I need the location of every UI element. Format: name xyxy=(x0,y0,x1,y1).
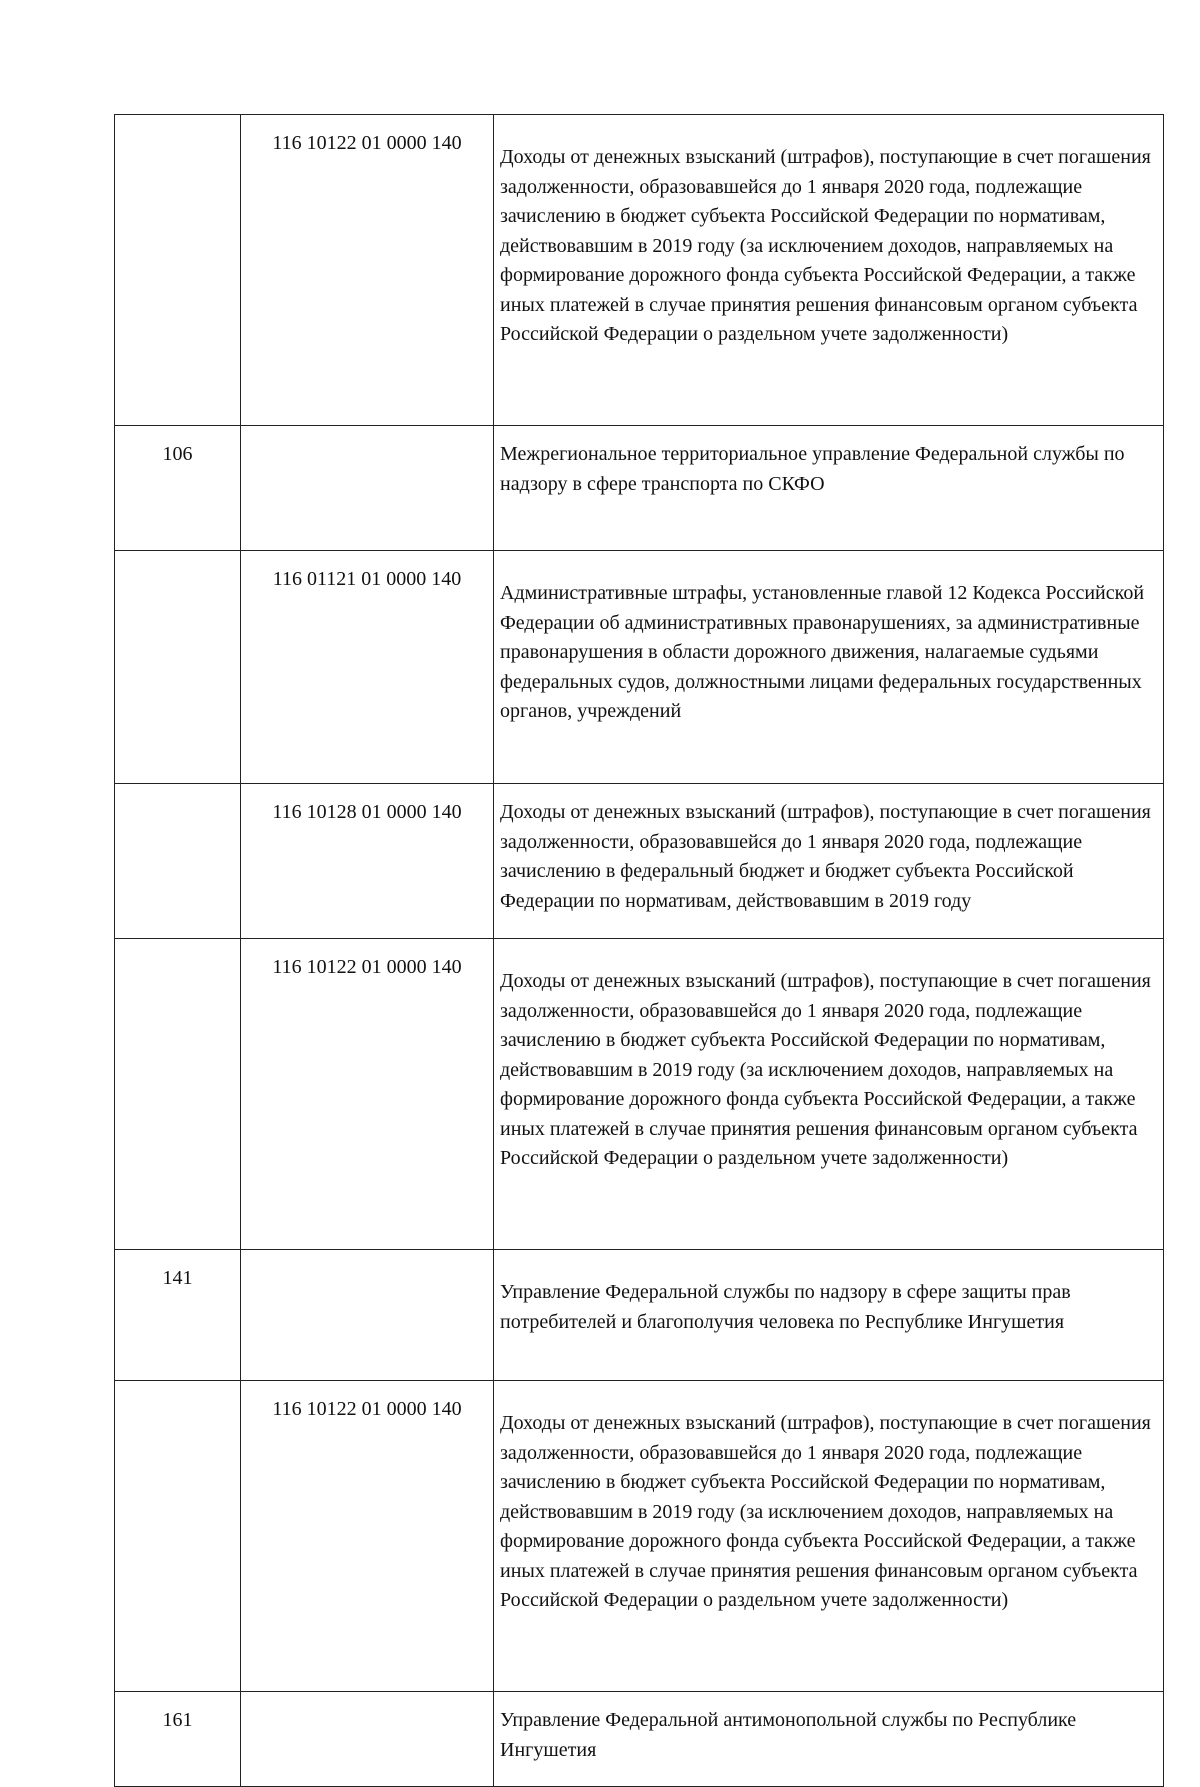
income-code-cell xyxy=(241,1692,494,1787)
table-row xyxy=(115,939,1164,1250)
admin-code-cell xyxy=(115,939,241,1250)
admin-code-cell xyxy=(115,115,241,426)
admin-code-cell xyxy=(115,1381,241,1692)
table-row xyxy=(115,1692,1164,1787)
income-name-cell: Доходы от денежных взысканий (штрафов), поступающие в счет погашения задолженности, образовавшейся до 1 января 2020 года, подлежащие зачислению в бюджет субъекта Российской Федерации по нормативам, действовавшим в 2019 году (за исключением доходов, направляемых на формирование дорожного фонда субъекта Российской Федерации, а также иных платежей в случае принятия решения финансовым органом субъекта Российской Федерации о раздельном учете задолженности) xyxy=(494,1381,1164,1692)
income-code-cell: 116 10122 01 0000 140 xyxy=(241,939,494,1250)
table-row xyxy=(115,1381,1164,1692)
table-row xyxy=(115,115,1164,426)
income-code-cell: 116 10122 01 0000 140 xyxy=(241,1381,494,1692)
admin-code-cell: 161 xyxy=(115,1692,241,1787)
admin-code-cell xyxy=(115,784,241,939)
administrator-name-cell: Управление Федеральной антимонопольной службы по Республике Ингушетия xyxy=(494,1692,1164,1787)
administrator-name-cell: Межрегиональное территориальное управление Федеральной службы по надзору в сфере транспорта по СКФО xyxy=(494,426,1164,551)
table-row xyxy=(115,426,1164,551)
admin-code-cell: 106 xyxy=(115,426,241,551)
income-code-cell xyxy=(241,426,494,551)
administrator-name-cell: Управление Федеральной службы по надзору в сфере защиты прав потребителей и благополучия человека по Республике Ингушетия xyxy=(494,1250,1164,1381)
income-name-cell: Доходы от денежных взысканий (штрафов), поступающие в счет погашения задолженности, образовавшейся до 1 января 2020 года, подлежащие зачислению в бюджет субъекта Российской Федерации по нормативам, действовавшим в 2019 году (за исключением доходов, направляемых на формирование дорожного фонда субъекта Российской Федерации, а также иных платежей в случае принятия решения финансовым органом субъекта Российской Федерации о раздельном учете задолженности) xyxy=(494,939,1164,1250)
income-code-cell: 116 10122 01 0000 140 xyxy=(241,115,494,426)
income-name-cell: Доходы от денежных взысканий (штрафов), поступающие в счет погашения задолженности, образовавшейся до 1 января 2020 года, подлежащие зачислению в бюджет субъекта Российской Федерации по нормативам, действовавшим в 2019 году (за исключением доходов, направляемых на формирование дорожного фонда субъекта Российской Федерации, а также иных платежей в случае принятия решения финансовым органом субъекта Российской Федерации о раздельном учете задолженности) xyxy=(494,115,1164,426)
income-name-cell: Доходы от денежных взысканий (штрафов), поступающие в счет погашения задолженности, образовавшейся до 1 января 2020 года, подлежащие зачислению в федеральный бюджет и бюджет субъекта Российской Федерации по нормативам, действовавшим в 2019 году xyxy=(494,784,1164,939)
table-row xyxy=(115,551,1164,784)
income-code-cell: 116 10128 01 0000 140 xyxy=(241,784,494,939)
admin-code-cell xyxy=(115,551,241,784)
admin-code-cell: 141 xyxy=(115,1250,241,1381)
table-row xyxy=(115,784,1164,939)
table-row xyxy=(115,1250,1164,1381)
income-code-cell xyxy=(241,1250,494,1381)
revenue-codes-table xyxy=(114,114,1164,1787)
income-code-cell: 116 01121 01 0000 140 xyxy=(241,551,494,784)
income-name-cell: Административные штрафы, установленные главой 12 Кодекса Российской Федерации об административных правонарушениях, за административные правонарушения в области дорожного движения, налагаемые судьями федеральных судов, должностными лицами федеральных государственных органов, учреждений xyxy=(494,551,1164,784)
